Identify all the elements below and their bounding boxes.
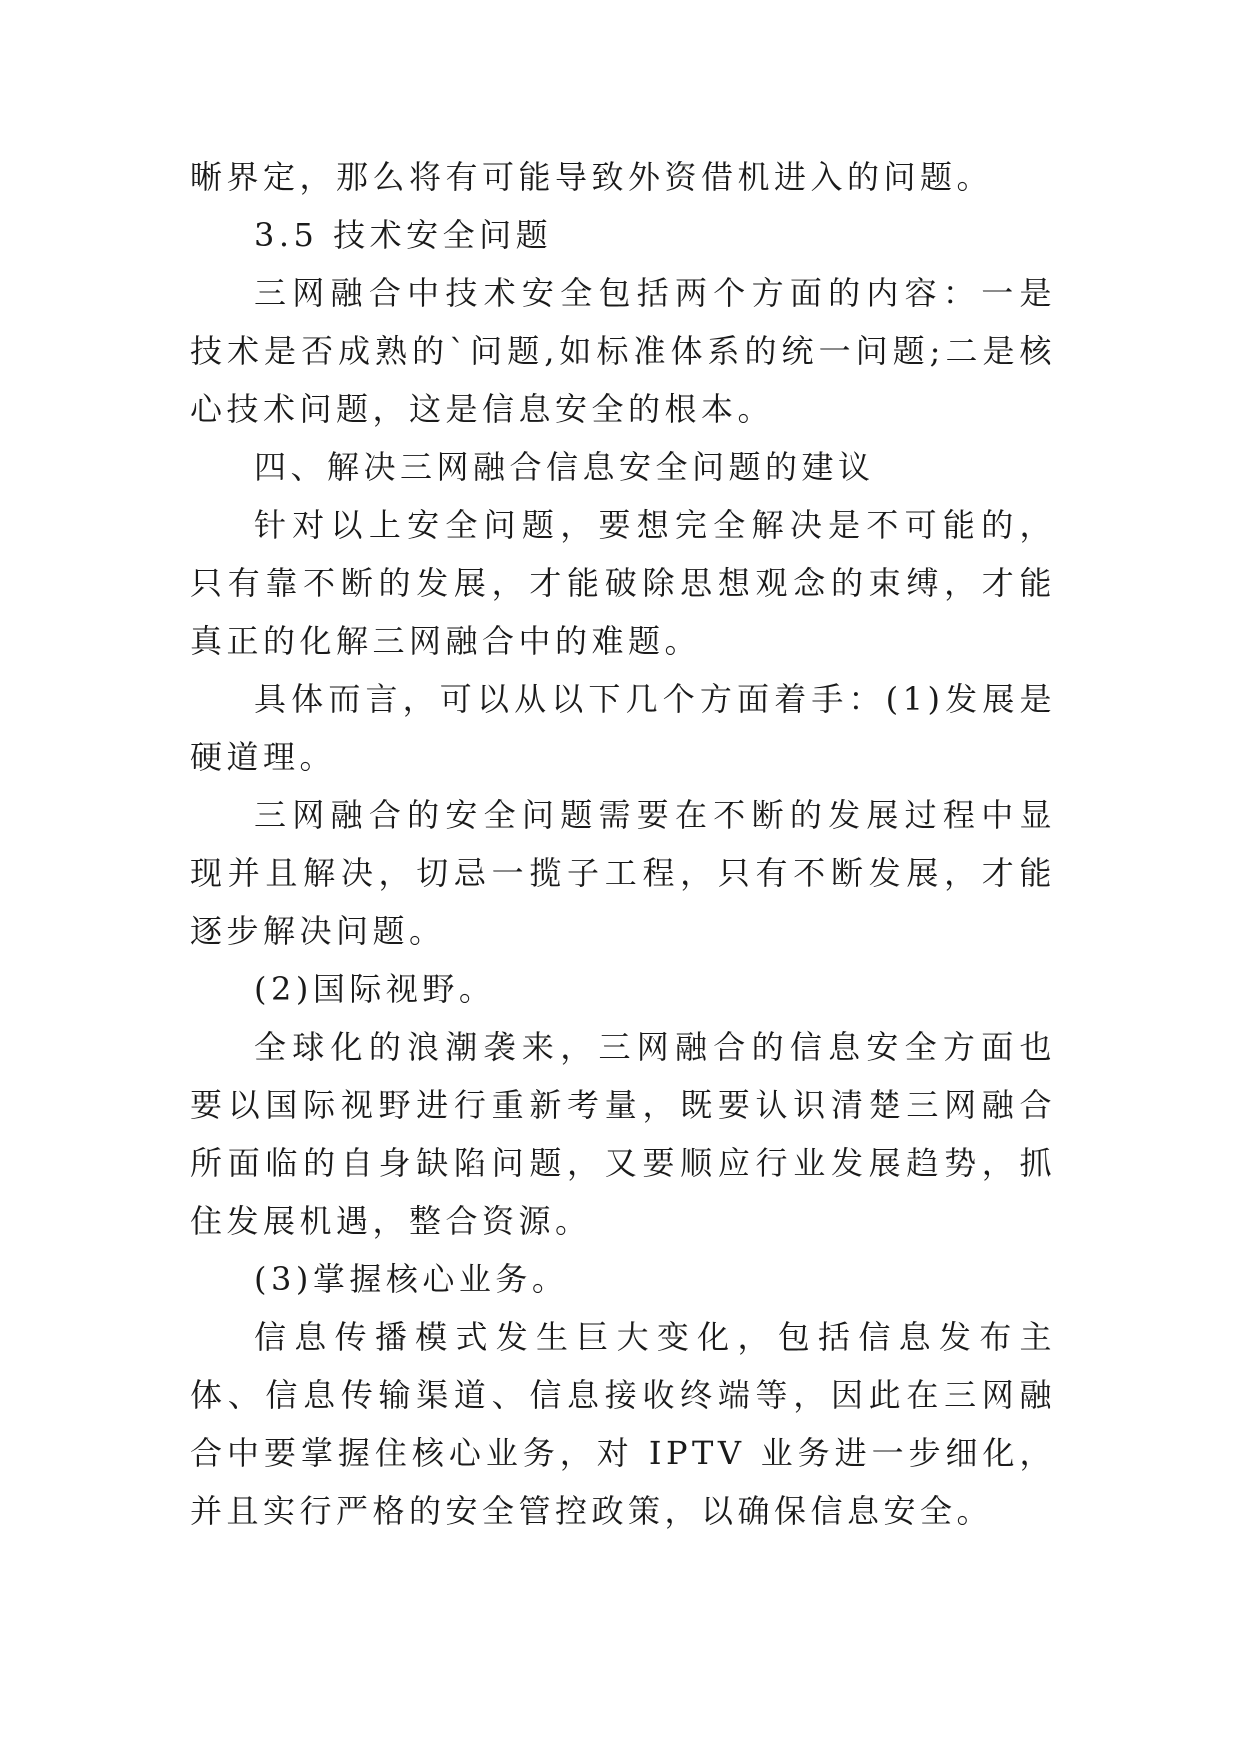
paragraph-solution-intro: 针对以上安全问题，要想完全解决是不可能的，只有靠不断的发展，才能破除思想观念的束缚，才能真正的化解三网融合中的难题。 [190,506,1056,660]
section-heading-4: 四、解决三网融合信息安全问题的建议 [254,448,875,486]
paragraph-continuation: 晰界定，那么将有可能导致外资借机进入的问题。 [190,158,994,196]
paragraph-information-dissemination: 信息传播模式发生巨大变化，包括信息发布主体、信息传输渠道、信息接收终端等，因此在三网融合中要掌握住核心业务，对 IPTV 业务进一步细化，并且实行严格的安全管控政策，以确保信息安全。 [190,1318,1056,1530]
item-heading-international-view: (2)国际视野。 [254,970,496,1008]
paragraph-globalization: 全球化的浪潮袭来，三网融合的信息安全方面也要以国际视野进行重新考量，既要认识清楚三网融合所面临的自身缺陷问题，又要顺应行业发展趋势，抓住发展机遇，整合资源。 [190,1028,1056,1240]
paragraph-technical-security: 三网融合中技术安全包括两个方面的内容：一是技术是否成熟的`问题,如标准体系的统一问题;二是核心技术问题，这是信息安全的根本。 [190,274,1056,428]
item-heading-core-business: (3)掌握核心业务。 [254,1260,569,1298]
section-heading-3-5: 3.5 技术安全问题 [254,216,553,254]
document-body [190,148,1056,1540]
paragraph-specific-aspects: 具体而言，可以从以下几个方面着手：(1)发展是硬道理。 [190,680,1056,776]
paragraph-development: 三网融合的安全问题需要在不断的发展过程中显现并且解决，切忌一揽子工程，只有不断发展，才能逐步解决问题。 [190,796,1056,950]
